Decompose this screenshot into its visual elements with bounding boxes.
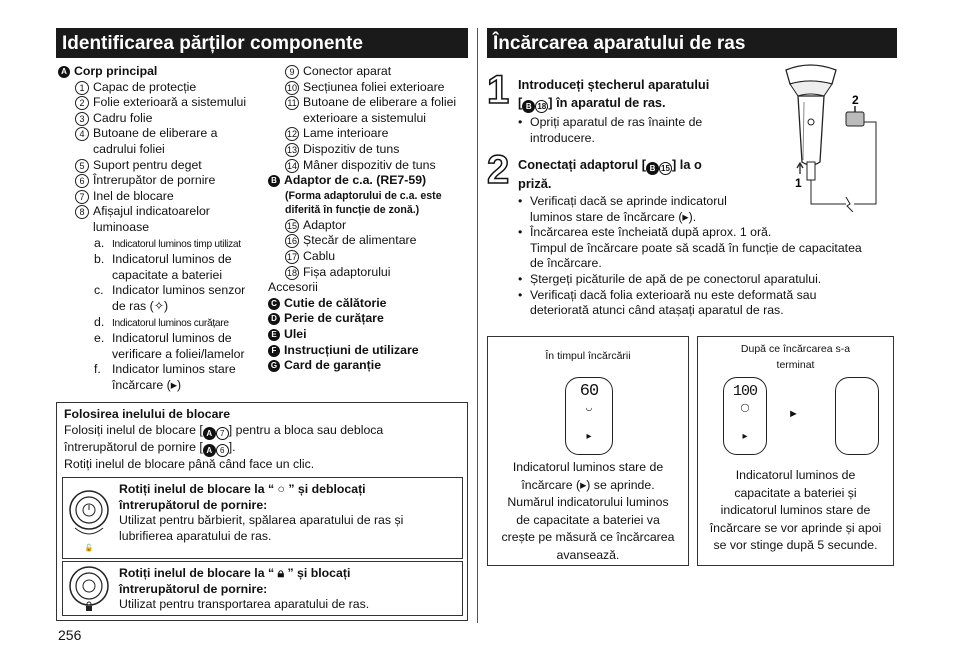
display-after-charging: 100 ◯ ▸ — [723, 377, 767, 455]
accessory-item: D Perie de curățare — [268, 311, 470, 327]
padlock-icon: 🔒︎ — [277, 566, 285, 580]
charge-plug-icon: ▸ — [170, 377, 177, 392]
shaver-charging-illustration — [780, 62, 895, 212]
part-item: 6 Întrerupător de pornire — [75, 173, 273, 189]
during-charging-caption: Indicatorul luminos stare de încărcare (▸) se aprinde. Numărul indicatorului luminos de capacitate a bateriei va crește pe măsură ce încărcarea avansează. — [501, 460, 675, 562]
part-item: 18 Fișa adaptorului — [286, 264, 391, 279]
adapter-note: (Forma adaptorului de c.a. este diferită în funcție de zonă.) — [285, 189, 442, 217]
after-charging-box — [697, 336, 894, 566]
charge-plug-icon: ▸ — [682, 209, 689, 224]
main-body-parts — [58, 80, 273, 236]
fig-label-1: 1 — [795, 176, 802, 190]
part-a-heading: A Corp principal — [58, 64, 273, 80]
after-charging-caption: Indicatorul luminos de capacitate a bateriei și indicatorul luminos stare de încărcare se vor aprinde și apoi se vor stinge după 5 secunde. — [709, 468, 882, 552]
indicator-item: f. Indicator luminos stare încărcare (▸) — [94, 362, 236, 392]
charge-plug-icon: ▸ — [586, 431, 592, 443]
lock-ring-line1: Folosiți inelul de blocare [ A 7 ] pentru a bloca sau debloca — [64, 422, 384, 438]
lock-ring-line3: Rotiți inelul de blocare până când face un clic. — [64, 456, 315, 471]
lock-ring-title: Folosirea inelului de blocare — [64, 407, 231, 421]
lock-text: Utilizat pentru transportarea aparatului de ras. — [119, 597, 370, 612]
display-during-charging: 60 ◡ ▸ — [565, 377, 613, 455]
lock-title: Rotiți inelul de blocare la “ 🔒︎ ” și blocați întrerupătorul de pornire: — [119, 566, 351, 596]
fig-label-2: 2 — [852, 93, 859, 107]
unlock-ring-icon — [67, 482, 111, 554]
indicator-sublist — [58, 236, 273, 394]
parts-list-col2 — [268, 64, 470, 374]
left-section-title: Identificarea părților componente — [56, 28, 468, 58]
part-item: 10 Secțiunea foliei exterioare — [286, 79, 445, 94]
parts-continued — [285, 64, 470, 173]
transition-arrow: ► — [788, 408, 799, 420]
step-2-number: 2 — [487, 148, 510, 192]
accessories-label: Accesorii — [268, 280, 318, 295]
part-item: 14 Mâner dispozitiv de tuns — [286, 157, 436, 172]
indicator-item: a. Indicatorul luminos timp utilizat — [94, 235, 241, 250]
unlock-panel — [62, 477, 463, 559]
part-item: 11 Butoane de eliberare a foliei exterioare a sistemului — [285, 95, 470, 126]
part-item: 13 Dispozitiv de tuns — [286, 141, 400, 156]
lock-panel — [62, 561, 463, 616]
display-off — [835, 377, 879, 455]
lock-ring-line2: întrerupătorul de pornire [ A 6 ]. — [64, 439, 236, 455]
indicator-item: e. Indicatorul luminos de verificare a foliei/lamelor — [94, 331, 245, 361]
parts-list-col1 — [58, 64, 273, 393]
accessory-item: E Ulei — [268, 327, 470, 343]
step-2: Conectați adaptorul [ B 15 ] la o priză. • Verificați dacă se aprinde indicatorul luminos stare de încărcare (▸). • Încărcarea este încheiată după aprox. 1 oră. Timpul de încărcare poate să scadă în funcție de capacitatea de încărcare. • Ștergeți picăturile de apă de pe conectorul aparatului. • Verificați dacă folia exterioară nu este deformată sau deteriorată atunci când atașați aparatul de ras. — [518, 157, 862, 318]
part-item: 2 Folie exterioară a sistemului — [75, 95, 273, 111]
part-item: 3 Cadru folie — [75, 111, 273, 127]
part-item: 16 Ștecăr de alimentare — [286, 233, 417, 248]
accessory-item: C Cutie de călătorie — [268, 296, 470, 312]
svg-text:🔓: 🔓 — [84, 545, 94, 552]
indicator-item: c. Indicator luminos senzor de ras (✧) — [94, 283, 246, 313]
part-item: 1 Capac de protecție — [75, 80, 273, 96]
accessory-item: F Instrucțiuni de utilizare — [268, 343, 470, 359]
adapter-parts — [285, 218, 470, 280]
during-charging-title: În timpul încărcării — [545, 350, 631, 362]
part-item: 17 Cablu — [286, 248, 336, 263]
right-section-title: Încărcarea aparatului de ras — [487, 28, 897, 58]
part-item: 4 Butoane de eliberare a cadrului foliei — [75, 126, 273, 157]
lock-ring-icon — [67, 564, 111, 614]
column-divider — [477, 28, 478, 623]
lock-ring-box — [56, 402, 468, 621]
part-item: 12 Lame interioare — [286, 126, 389, 141]
page-number: 256 — [58, 627, 82, 643]
part-item: 9 Conector aparat — [285, 64, 470, 80]
after-charging-title: După ce încărcarea s-a terminat — [740, 343, 851, 371]
part-b-heading: B Adaptor de c.a. (RE7-59) — [268, 173, 470, 189]
part-item: 8 Afișajul indicatoarelor luminoase — [75, 204, 273, 235]
accessories-list — [268, 296, 470, 374]
indicator-item: b. Indicatorul luminos de capacitate a bateriei — [94, 252, 232, 282]
indicator-item: d. Indicatorul luminos curățare — [94, 314, 229, 329]
charge-plug-icon: ▸ — [580, 477, 587, 492]
part-item: 15 Adaptor — [286, 217, 347, 232]
charge-plug-icon: ▸ — [742, 431, 748, 443]
part-item: 7 Inel de blocare — [75, 189, 273, 205]
during-charging-box — [487, 336, 689, 566]
step-1: Introduceți ștecherul aparatului [ B 18 ] în aparatul de ras. • Opriți aparatul de ras înainte de introducere. — [518, 77, 710, 145]
unlock-text: Utilizat pentru bărbierit, spălarea aparatului de ras și lubrifierea aparatului de ras. — [119, 513, 404, 543]
part-item: 5 Suport pentru deget — [75, 158, 273, 174]
unlock-title: Rotiți inelul de blocare la “ ○ ” și deblocați întrerupătorul de pornire: — [119, 482, 366, 512]
step-1-number: 1 — [487, 68, 510, 112]
shave-sensor-icon: ✧ — [153, 298, 165, 313]
accessory-item: G Card de garanție — [268, 358, 470, 374]
